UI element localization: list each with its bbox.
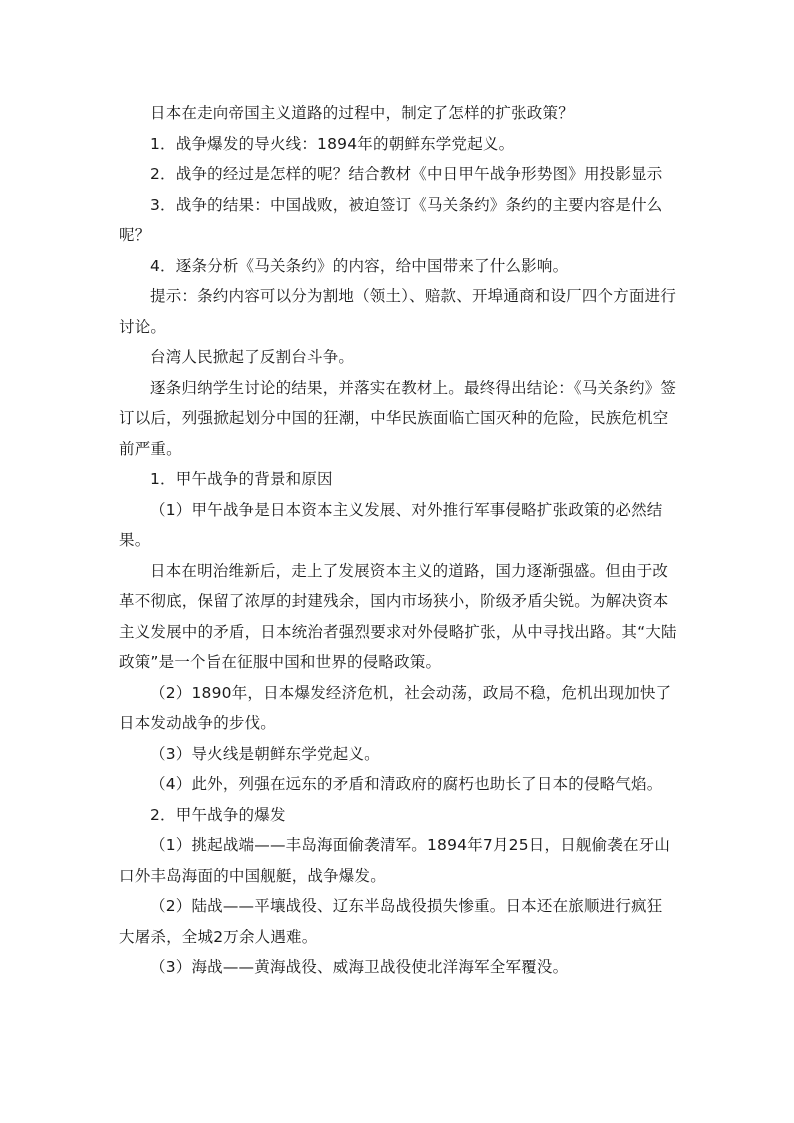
paragraph-meiji: 日本在明治维新后，走上了发展资本主义的道路，国力逐渐强盛。但由于改革不彻底，保留了浓厚的封建残余，国内市场狭小，阶级矛盾尖锐。为解决资本主义发展中的矛盾，日本统治者强烈要求对外侵略扩张，从中寻找出路。其“大陆政策”是一个旨在征服中国和世界的侵略政策。	[119, 561, 677, 671]
heading-background: 1．甲午战争的背景和原因	[150, 470, 333, 488]
document-body	[119, 98, 677, 983]
paragraph-background-3: （3）导火线是朝鲜东学党起义。	[150, 744, 380, 763]
paragraph-outbreak-3: （3）海战——黄海战役、威海卫战役使北洋海军全军覆没。	[150, 958, 569, 976]
paragraph-outbreak-1: （1）挑起战端——丰岛海面偷袭清军。1894年7月25日，日舰偷袭在牙山口外丰岛海面的中国舰艇，战争爆发。	[119, 836, 671, 885]
paragraph-item-2: 2．战争的经过是怎样的呢？结合教材《中日甲午战争形势图》用投影显示	[150, 165, 663, 183]
paragraph-question: 日本在走向帝国主义道路的过程中，制定了怎样的扩张政策？	[150, 104, 574, 122]
paragraph-item-3: 3．战争的结果：中国战败，被迫签订《马关条约》条约的主要内容是什么呢？	[119, 195, 663, 244]
paragraph-background-1: （1）甲午战争是日本资本主义发展、对外推行军事侵略扩张政策的必然结果。	[119, 500, 663, 549]
heading-outbreak: 2．甲午战争的爆发	[150, 805, 286, 824]
paragraph-taiwan: 台湾人民掀起了反割台斗争。	[150, 348, 355, 366]
paragraph-item-1: 1．战争爆发的导火线：1894年的朝鲜东学党起义。	[150, 134, 515, 153]
paragraph-conclusion: 逐条归纳学生讨论的结果，并落实在教材上。最终得出结论：《马关条约》签订以后，列强掀起划分中国的狂潮，中华民族面临亡国灭种的危险，民族危机空前严重。	[119, 378, 677, 458]
paragraph-hint: 提示：条约内容可以分为割地（领土）、赔款、开埠通商和设厂四个方面进行讨论。	[119, 287, 677, 336]
paragraph-background-4: （4）此外，列强在远东的矛盾和清政府的腐朽也助长了日本的侵略气焰。	[150, 775, 663, 793]
paragraph-item-4: 4．逐条分析《马关条约》的内容，给中国带来了什么影响。	[150, 256, 569, 275]
paragraph-outbreak-2: （2）陆战——平壤战役、辽东半岛战役损失惨重。日本还在旅顺进行疯狂大屠杀，全城2万余人遇难。	[119, 897, 663, 946]
paragraph-background-2: （2）1890年，日本爆发经济危机，社会动荡，政局不稳，危机出现加快了日本发动战争的步伐。	[119, 683, 672, 732]
